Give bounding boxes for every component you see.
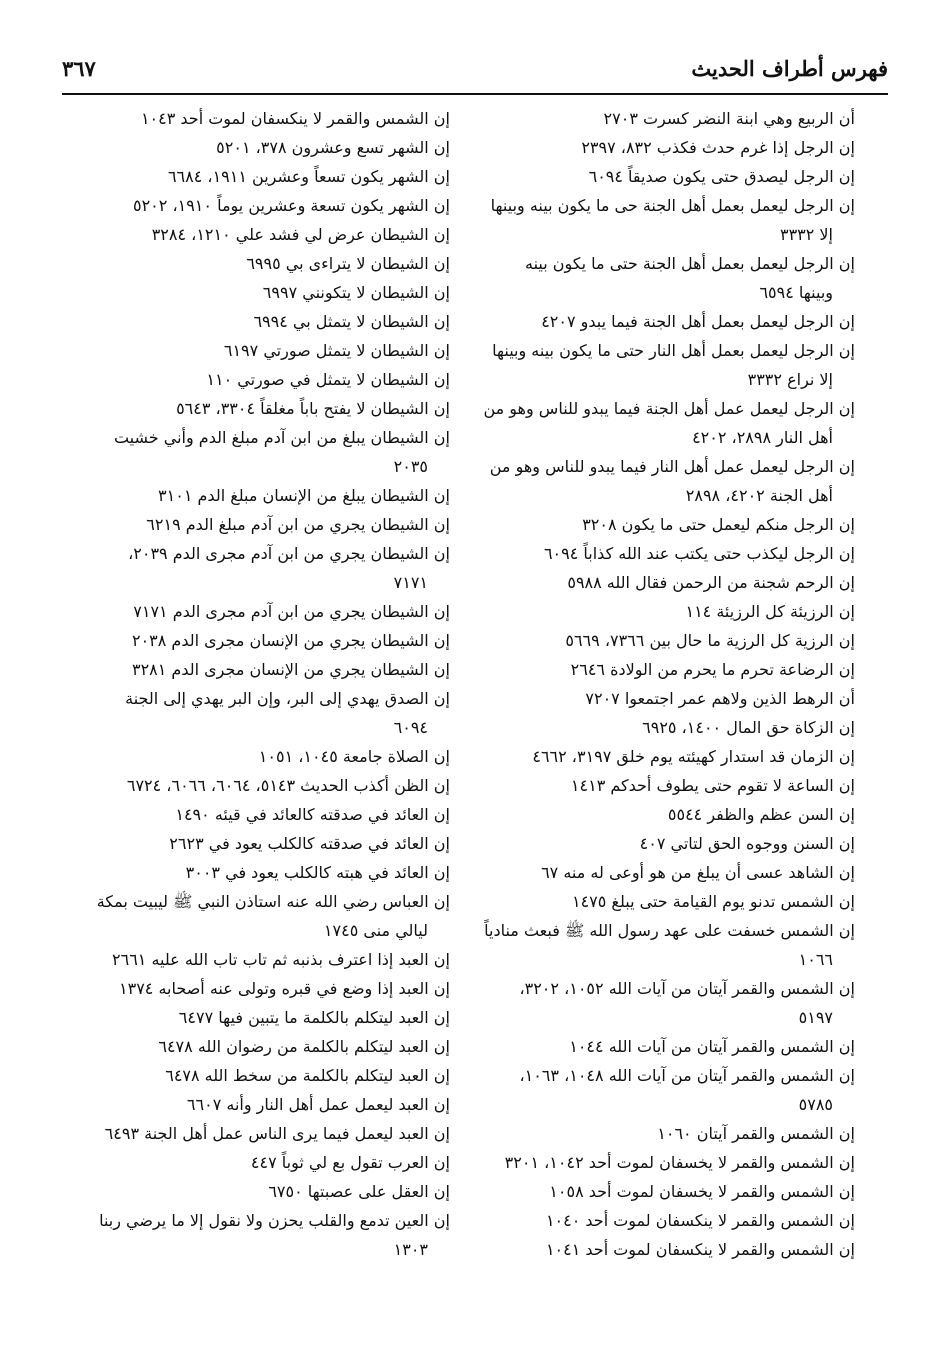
entry-text: إن الشيطان يبلغ من الإنسان مبلغ الدم ٣١٠١	[158, 486, 450, 505]
index-entry	[35, 684, 450, 742]
entry-text: إن العبد ليتكلم بالكلمة من سخط الله ٦٤٧٨	[165, 1066, 450, 1085]
index-entry	[35, 394, 450, 423]
index-entry	[440, 394, 855, 452]
index-entry	[440, 597, 855, 626]
entry-text: إن الشمس والقمر آيتان ١٠٦٠	[657, 1124, 855, 1143]
entry-text: إن الصلاة جامعة ١٠٤٥، ١٠٥١	[258, 747, 450, 766]
entry-text: إن الشمس والقمر آيتان من آيات الله ١٠٥٢، ٣٢٠٢،	[519, 979, 855, 998]
entry-text: إن الرزيئة كل الرزيئة ١١٤	[685, 602, 855, 621]
index-entry	[440, 104, 855, 133]
entry-text: إن العين تدمع والقلب يحزن ولا نقول إلا ما يرضي ربنا	[99, 1211, 450, 1230]
index-entry	[440, 684, 855, 713]
entry-text: إن الشيطان لا يتكونني ٦٩٩٧	[262, 283, 450, 302]
entry-continuation: ٧١٧١	[393, 573, 428, 592]
entry-text: إن الرضاعة تحرم ما يحرم من الولادة ٢٦٤٦	[570, 660, 855, 679]
page-header	[62, 52, 888, 92]
index-entry	[35, 481, 450, 510]
entry-text: إن الرجل ليعمل بعمل أهل الجنة فيما يبدو ٤٢٠٧	[541, 312, 855, 331]
index-entry	[440, 452, 855, 510]
index-entry	[440, 307, 855, 336]
index-entry	[35, 1090, 450, 1119]
index-entry	[35, 336, 450, 365]
entry-continuation: إلا ٣٣٣٢	[779, 225, 833, 244]
entry-text: إن الرجل ليعمل بعمل أهل الجنة حى ما يكون بينه وبينها	[490, 196, 855, 215]
index-entry	[440, 1148, 855, 1177]
index-entry	[440, 1032, 855, 1061]
entry-text: إن العبد ليعمل فيما يرى الناس عمل أهل الجنة ٦٤٩٣	[104, 1124, 450, 1143]
header-divider	[62, 93, 888, 95]
index-entry	[440, 1177, 855, 1206]
entry-text: إن الشمس والقمر لا ينكسفان لموت أحد ١٠٤٣	[140, 109, 450, 128]
page-number: ٣٦٧	[62, 56, 96, 81]
entry-text: إن الشهر يكون تسعة وعشرين يوماً ١٩١٠، ٥٢٠٢	[132, 196, 450, 215]
index-entry	[440, 568, 855, 597]
entry-continuation: أهل الجنة ٤٢٠٢، ٢٨٩٨	[685, 486, 833, 505]
entry-text: إن الشمس والقمر لا ينكسفان لموت أحد ١٠٤١	[545, 1240, 855, 1259]
index-entry	[35, 423, 450, 481]
index-entry	[35, 771, 450, 800]
entry-continuation: ٥١٩٧	[798, 1008, 833, 1027]
index-entry	[440, 887, 855, 916]
entry-continuation: ٢٠٣٥	[393, 457, 428, 476]
index-entry	[440, 742, 855, 771]
index-entry	[440, 858, 855, 887]
index-entry	[35, 220, 450, 249]
index-entry	[35, 626, 450, 655]
entry-text: إن الشمس خسفت على عهد رسول الله ﷺ فبعث منادياً	[484, 921, 855, 940]
index-column-left	[35, 104, 450, 1264]
index-entry	[35, 742, 450, 771]
entry-text: إن الشيطان يجري من ابن آدم مجرى الدم ٧١٧١	[133, 602, 450, 621]
entry-text: إن الشيطان يجري من الإنسان مجرى الدم ٢٠٣٨	[131, 631, 450, 650]
index-entry	[440, 1235, 855, 1264]
entry-text: إن الشاهد عسى أن يبلغ من هو أوعى له منه ٦٧	[541, 863, 855, 882]
entry-text: إن الشيطان يجري من الإنسان مجرى الدم ٣٢٨١	[131, 660, 450, 679]
entry-text: إن الشيطان يجري من ابن آدم مجرى الدم ٢٠٣٩،	[128, 544, 450, 563]
entry-text: إن الرجل ليصدق حتى يكون صديقاً ٦٠٩٤	[588, 167, 855, 186]
entry-text: إن الشمس والقمر لا يخسفان لموت أحد ١٠٥٨	[549, 1182, 855, 1201]
entry-text: إن العقل على عصبتها ٦٧٥٠	[268, 1182, 450, 1201]
entry-text: إن الساعة لا تقوم حتى يطوف أحدكم ١٤١٣	[570, 776, 855, 795]
index-entry	[440, 974, 855, 1032]
entry-continuation: ١٠٦٦	[798, 950, 833, 969]
entry-text: إن الشهر يكون تسعاً وعشرين ١٩١١، ٦٦٨٤	[167, 167, 450, 186]
entry-text: إن الشيطان لا يتمثل صورتي ٦١٩٧	[223, 341, 450, 360]
index-entry	[440, 626, 855, 655]
entry-continuation: وبينها ٦٥٩٤	[759, 283, 833, 302]
index-entry	[440, 162, 855, 191]
entry-text: إن الصدق يهدي إلى البر، وإن البر يهدي إلى الجنة	[125, 689, 450, 708]
entry-text: إن الشيطان يبلغ من ابن آدم مبلغ الدم وأني خشيت	[113, 428, 450, 447]
index-entry	[440, 1119, 855, 1148]
entry-text: إن الشيطان لا يتمثل بي ٦٩٩٤	[253, 312, 450, 331]
index-entry	[440, 249, 855, 307]
index-entry	[440, 133, 855, 162]
entry-text: إن الرحم شجنة من الرحمن فقال الله ٥٩٨٨	[567, 573, 855, 592]
index-entry	[35, 1003, 450, 1032]
index-entry	[35, 133, 450, 162]
index-entry	[440, 539, 855, 568]
index-entry	[35, 829, 450, 858]
entry-text: إن الشيطان لا يفتح باباً مغلقاً ٣٣٠٤، ٥٦٤٣	[176, 399, 450, 418]
page-title: فهرس أطراف الحديث	[691, 56, 888, 81]
index-entry	[35, 800, 450, 829]
index-entry	[35, 365, 450, 394]
index-entry	[35, 249, 450, 278]
entry-text: إن الشيطان يجري من ابن آدم مبلغ الدم ٦٢١٩	[146, 515, 450, 534]
index-entry	[35, 887, 450, 945]
entry-text: إن الشيطان لا يتمثل في صورتي ١١٠	[206, 370, 450, 389]
index-entry	[35, 1206, 450, 1264]
index-entry	[35, 1177, 450, 1206]
entry-text: إن الزمان قد استدار كهيئته يوم خلق ٣١٩٧، ٤٦٦٢	[532, 747, 855, 766]
entry-text: إن الرجل ليعمل بعمل أهل الجنة حتى ما يكون بينه	[525, 254, 855, 273]
entry-continuation: ليالي منى ١٧٤٥	[323, 921, 428, 940]
entry-text: إن العرب تقول بع لي ثوباً ٤٤٧	[250, 1153, 450, 1172]
index-column-right	[440, 104, 855, 1264]
entry-text: إن العائد في صدقته كالعائد في قيئه ١٤٩٠	[175, 805, 450, 824]
entry-text: إن الزكاة حق المال ١٤٠٠، ٦٩٢٥	[642, 718, 855, 737]
entry-text: إن العبد ليتكلم بالكلمة من رضوان الله ٦٤٧٨	[158, 1037, 450, 1056]
index-entry	[35, 1061, 450, 1090]
index-entry	[35, 655, 450, 684]
entry-continuation: ١٣٠٣	[393, 1240, 428, 1259]
index-entry	[35, 510, 450, 539]
index-entry	[35, 858, 450, 887]
entry-text: إن الشمس تدنو يوم القيامة حتى يبلغ ١٤٧٥	[571, 892, 855, 911]
index-entry	[35, 974, 450, 1003]
entry-text: أن الرهط الذين ولاهم عمر اجتمعوا ٧٢٠٧	[585, 689, 855, 708]
index-entry	[35, 278, 450, 307]
entry-text: إن العائد في صدقته كالكلب يعود في ٢٦٢٣	[169, 834, 450, 853]
index-entry	[440, 191, 855, 249]
index-entry	[440, 655, 855, 684]
entry-continuation: ٥٧٨٥	[798, 1095, 833, 1114]
entry-text: إن العباس رضي الله عنه استاذن النبي ﷺ ليبيت بمكة	[96, 892, 450, 911]
index-entry	[440, 1061, 855, 1119]
entry-text: إن العبد إذا وضع في قبره وتولى عنه أصحابه ١٣٧٤	[119, 979, 450, 998]
entry-text: إن الشمس والقمر لا يخسفان لموت أحد ١٠٤٢، ٣٢٠١	[504, 1153, 855, 1172]
entry-text: إن الشمس والقمر لا ينكسفان لموت أحد ١٠٤٠	[545, 1211, 855, 1230]
entry-text: إن الشمس والقمر آيتان من آيات الله ١٠٤٨، ١٠٦٣،	[519, 1066, 855, 1085]
entry-text: إن الشمس والقمر آيتان من آيات الله ١٠٤٤	[569, 1037, 855, 1056]
entry-text: إن الشهر تسع وعشرون ٣٧٨، ٥٢٠١	[216, 138, 450, 157]
entry-text: إن الظن أكذب الحديث ٥١٤٣، ٦٠٦٤، ٦٠٦٦، ٦٧٢٤	[126, 776, 450, 795]
entry-text: إن الرجل ليكذب حتى يكتب عند الله كذاباً ٦٠٩٤	[543, 544, 855, 563]
index-entry	[440, 713, 855, 742]
entry-text: إن الرجل إذا غرم حدث فكذب ٨٣٢، ٢٣٩٧	[581, 138, 855, 157]
entry-text: إن السنن ووجوه الحق لتاتي ٤٠٧	[639, 834, 855, 853]
index-entry	[35, 597, 450, 626]
index-entry	[35, 307, 450, 336]
entry-text: إن الشيطان لا يتراءى بي ٦٩٩٥	[246, 254, 450, 273]
index-entry	[35, 1148, 450, 1177]
index-entry	[35, 1119, 450, 1148]
index-entry	[440, 916, 855, 974]
index-entry	[35, 539, 450, 597]
index-entry	[35, 945, 450, 974]
entry-text: إن الرجل ليعمل عمل أهل النار فيما يبدو للناس وهو من	[489, 457, 855, 476]
entry-text: إن الرجل منكم ليعمل حتى ما يكون ٣٢٠٨	[582, 515, 855, 534]
index-entry	[440, 1206, 855, 1235]
entry-text: إن العبد ليعمل عمل أهل النار وأنه ٦٦٠٧	[186, 1095, 450, 1114]
entry-text: إن العبد ليتكلم بالكلمة ما يتبين فيها ٦٤٧٧	[178, 1008, 450, 1027]
index-entry	[35, 1032, 450, 1061]
index-entry	[440, 510, 855, 539]
entry-continuation: أهل النار ٢٨٩٨، ٤٢٠٢	[692, 428, 833, 447]
entry-text: إن الرجل ليعمل عمل أهل الجنة فيما يبدو للناس وهو من	[483, 399, 855, 418]
entry-continuation: ٦٠٩٤	[393, 718, 428, 737]
entry-text: إن الشيطان عرض لي فشد علي ١٢١٠، ٣٢٨٤	[151, 225, 450, 244]
entry-text: إن الرجل ليعمل بعمل أهل النار حتى ما يكون بينه وبينها	[492, 341, 855, 360]
index-entry	[35, 162, 450, 191]
index-entry	[440, 771, 855, 800]
entry-text: إن الرزية كل الرزية ما حال بين ٧٣٦٦، ٥٦٦٩	[565, 631, 855, 650]
index-entry	[35, 104, 450, 133]
entry-text: إن العبد إذا اعترف بذنبه ثم تاب تاب الله عليه ٢٦٦١	[112, 950, 450, 969]
index-entry	[440, 800, 855, 829]
index-entry	[35, 191, 450, 220]
index-entry	[440, 829, 855, 858]
entry-text: أن الربيع وهي ابنة النضر كسرت ٢٧٠٣	[603, 109, 855, 128]
index-entry	[440, 336, 855, 394]
entry-text: إن العائد في هبته كالكلب يعود في ٣٠٠٣	[185, 863, 450, 882]
entry-text: إن السن عظم والظفر ٥٥٤٤	[667, 805, 855, 824]
entry-continuation: إلا نراع ٣٣٣٢	[747, 370, 833, 389]
